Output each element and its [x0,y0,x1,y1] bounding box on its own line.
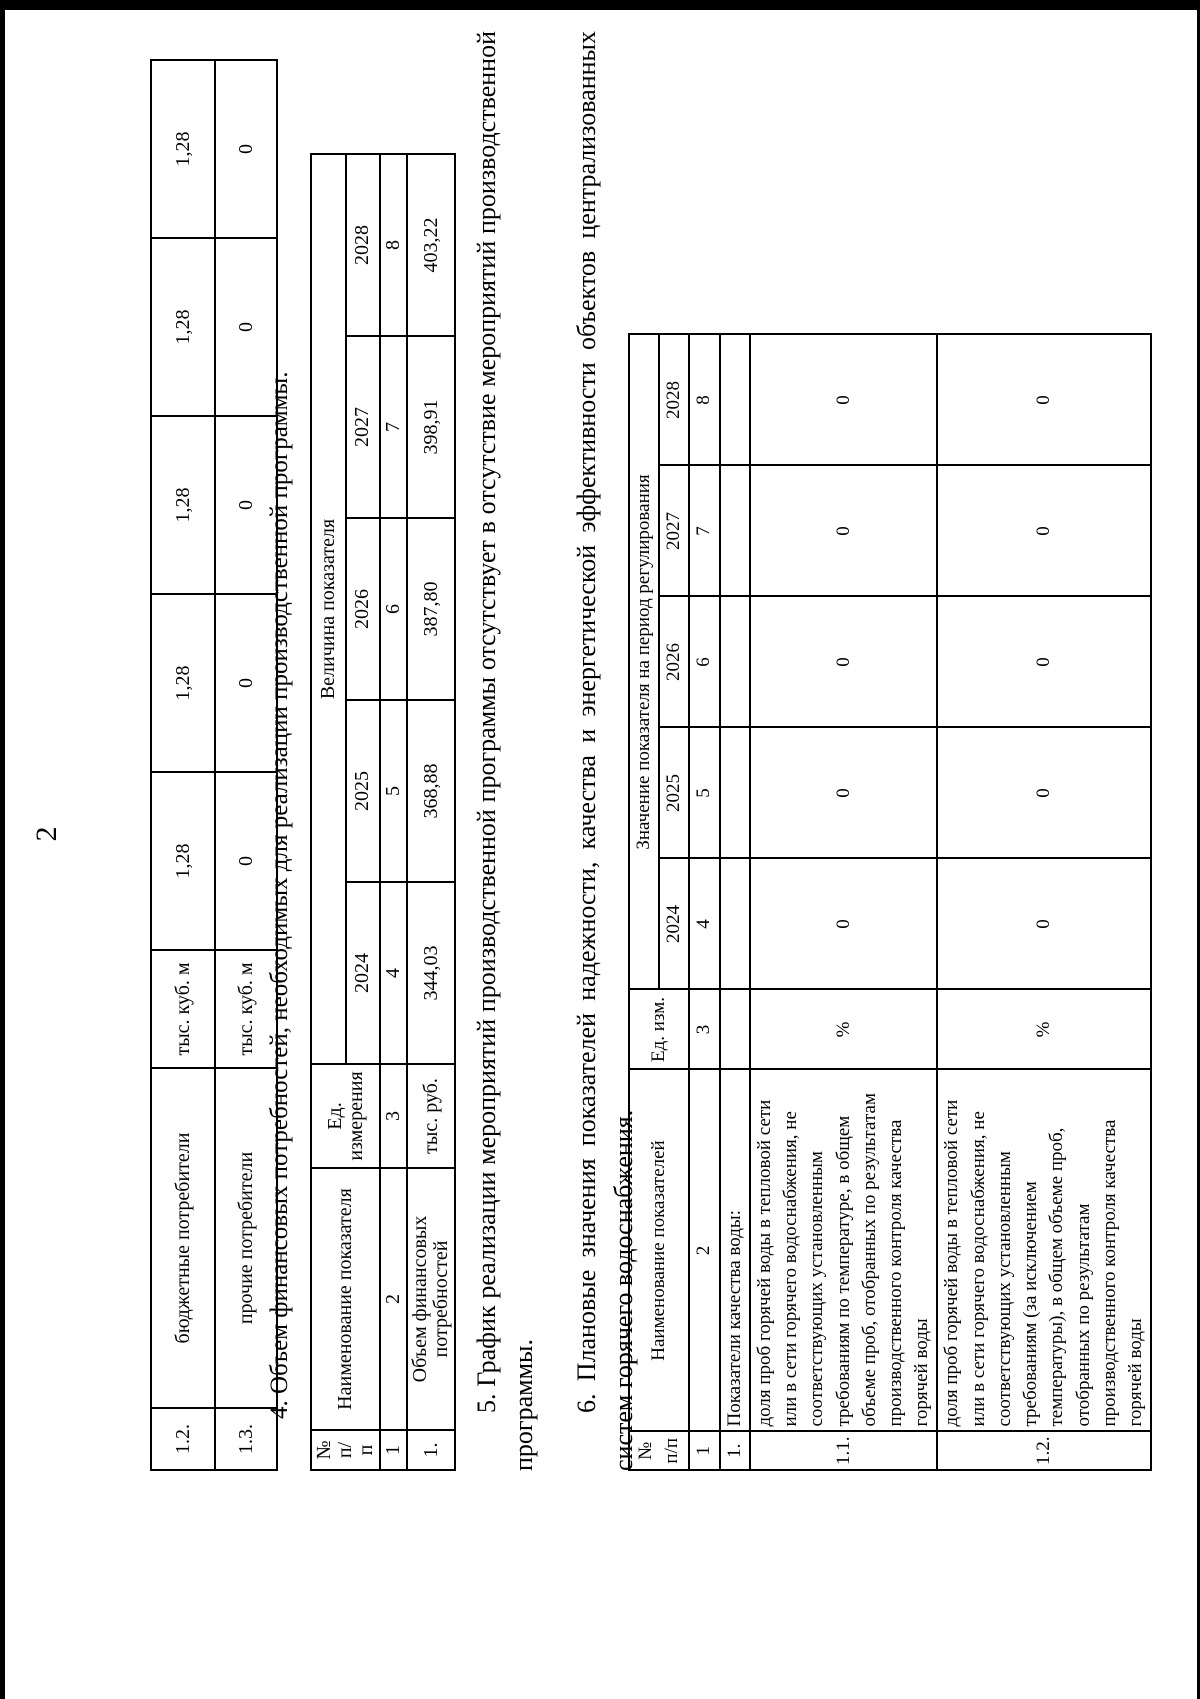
header-year: 2028 [346,154,381,336]
col-number: 1 [689,1432,719,1471]
table-row [151,60,215,1470]
col-number: 5 [689,728,719,859]
row-value: 0 [215,416,277,594]
row-name: доля проб горячей воды в тепловой сети или в сети горячего водоснабжения, не соответствующих установленным требованиям по температуре, в общем объеме проб, отобранных по результатам производственного контроля качества горячей воды [750,1070,938,1432]
row-value: 368,88 [407,700,455,882]
table-header-row [311,154,346,1470]
row-value: 0 [215,594,277,772]
row-name: Объем финансовых потребностей [407,1168,455,1430]
row-value: 0 [750,859,938,990]
row-value: 0 [215,60,277,238]
col-number: 5 [380,700,407,882]
col-number: 7 [689,466,719,597]
row-unit: % [750,990,938,1070]
table-row [407,154,455,1470]
row-unit: тыс. куб. м [151,950,215,1068]
row-value: 1,28 [151,416,215,594]
header-year: 2024 [659,859,689,990]
header-year: 2027 [659,466,689,597]
row-name: бюджетные потребители [151,1068,215,1408]
row-unit: тыс. куб. м [215,950,277,1068]
row-name: доля проб горячей воды в тепловой сети или в сети горячего водоснабжения, не соответствующих установленным требованиям (за исключением температуры), в общем объеме проб, отобранных по результатам производственного контроля качества горячей воды [937,1070,1151,1432]
finance-table [310,153,456,1471]
row-number: 1. [407,1430,455,1470]
header-year: 2024 [346,882,381,1064]
header-value-group: Величина показателя [311,154,346,1064]
header-year: 2027 [346,336,381,518]
col-number: 2 [380,1168,407,1430]
col-number: 7 [380,336,407,518]
table-group-row [720,335,750,1471]
header-unit: Ед. изм. [629,990,689,1070]
col-number: 8 [380,154,407,336]
row-name: прочие потребители [215,1068,277,1408]
col-number: 8 [689,335,719,466]
page-number: 2 [30,826,63,842]
header-num: № п/п [311,1430,380,1470]
row-value: 0 [215,772,277,950]
row-number: 1.2. [937,1432,1151,1471]
col-number: 2 [689,1070,719,1432]
col-number: 3 [689,990,719,1070]
indicators-table [628,334,1152,1472]
row-value: 0 [937,335,1151,466]
col-number: 1 [380,1430,407,1470]
row-value: 0 [750,728,938,859]
row-number: 1.2. [151,1408,215,1470]
column-number-row [689,335,719,1471]
row-value: 0 [215,238,277,416]
row-value: 0 [750,466,938,597]
section-5-text: 5. График реализации мероприятий производственной программы отсутствует в отсутствие мероприятий производственной программы. [472,31,538,1471]
row-unit: тыс. руб. [407,1064,455,1168]
row-value: 0 [937,597,1151,728]
row-value: 0 [937,466,1151,597]
row-value: 0 [750,335,938,466]
col-number: 4 [380,882,407,1064]
header-year: 2026 [659,597,689,728]
table-row [750,335,938,1471]
header-value-group: Значение показателя на период регулирования [629,335,659,990]
col-number: 4 [689,859,719,990]
column-number-row [380,154,407,1470]
row-value: 403,22 [407,154,455,336]
group-name: Показатели качества воды: [720,1070,750,1432]
section-6-heading: 6. Плановые значения показателей надежности, качества и энергетической эффективности объектов централизованных систем горячего водоснабжения. [572,31,638,1471]
col-number: 6 [689,597,719,728]
col-number: 3 [380,1064,407,1168]
row-value: 1,28 [151,594,215,772]
row-value: 0 [750,597,938,728]
header-year: 2026 [346,518,381,700]
consumers-table [150,59,278,1471]
row-value: 344,03 [407,882,455,1064]
header-unit: Ед. измерения [311,1064,380,1168]
table-header-row [629,335,659,1471]
row-value: 1,28 [151,772,215,950]
row-number: 1.1. [750,1432,938,1471]
row-value: 387,80 [407,518,455,700]
section-4-heading: 4. Объем финансовых потребностей, необходимых для реализации производственной программы. [266,371,293,1419]
header-year: 2028 [659,335,689,466]
header-year: 2025 [346,700,381,882]
header-name: Наименование показателя [311,1168,380,1430]
row-value: 0 [937,859,1151,990]
row-unit: % [937,990,1151,1070]
row-value: 1,28 [151,238,215,416]
row-value: 0 [937,728,1151,859]
group-number: 1. [720,1432,750,1471]
row-number: 1.3. [215,1408,277,1470]
row-value: 398,91 [407,336,455,518]
col-number: 6 [380,518,407,700]
header-name: Наименование показателей [629,1070,689,1432]
row-value: 1,28 [151,60,215,238]
table-row [937,335,1151,1471]
header-year: 2025 [659,728,689,859]
header-num: № п/п [629,1432,689,1471]
